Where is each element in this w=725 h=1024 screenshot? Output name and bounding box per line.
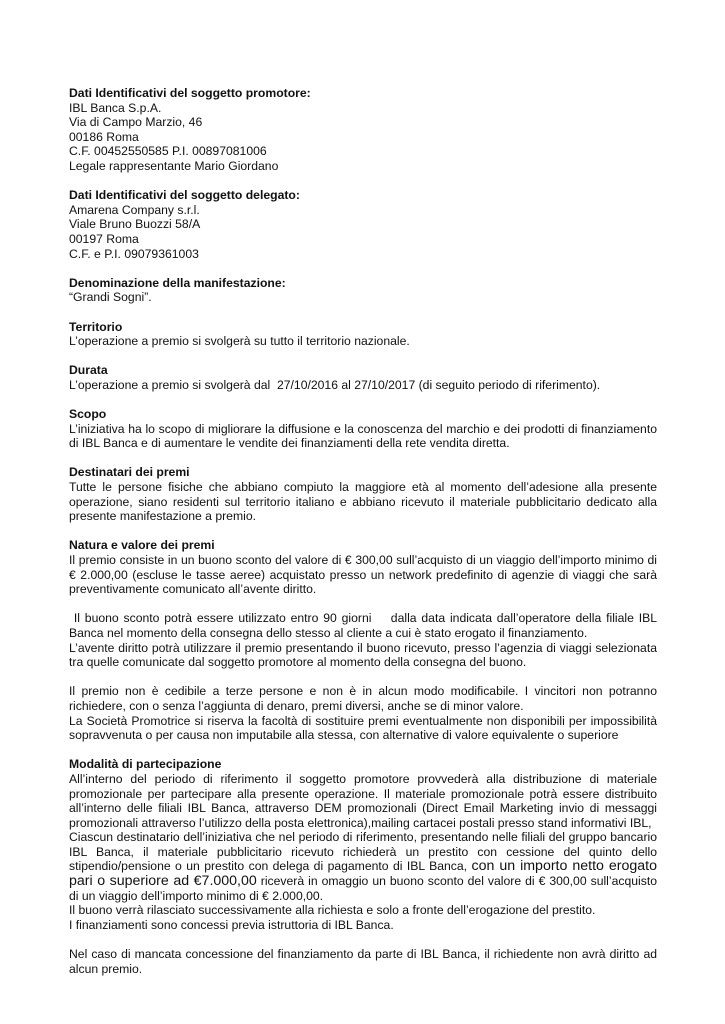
durata-text: L’operazione a premio si svolgerà dal 27/10/2016 al 27/10/2017 (di seguito periodo di riferimento). <box>69 377 601 392</box>
modalita-paragraph-3: Il buono verrà rilasciato successivamente alla richiesta e solo a fronte dell’erogazione del prestito. <box>69 903 596 918</box>
modalita-amount-highlight: con un importo netto erogato pari o superiore ad €7.000,00 <box>69 858 657 890</box>
delegato-line: C.F. e P.I. 09079361003 <box>69 246 199 261</box>
scopo-title: Scopo <box>69 407 107 422</box>
modalita-paragraph-2-start: Ciascun destinatario dell’iniziativa che nel periodo di riferimento, presentando nelle filiali del gruppo bancario IBL Banca, il materiale pubblicitario ricevuto richiederà un prestito con cessione del quinto dello stipendio/pensione o un prestito con delega di pagamento di IBL Banca, <box>69 830 657 874</box>
natura-paragraph-4: Il premio non è cedibile a terze persone e non è in alcun modo modificabile. I vincitori non potranno richiedere, con o senza l’aggiunta di denaro, premi diversi, anche se di minor valore. <box>69 684 657 713</box>
modalita-paragraph-2 <box>69 830 657 903</box>
denominazione-title: Denominazione della manifestazione: <box>69 275 286 290</box>
modalita-paragraph-4: I finanziamenti sono concessi previa istruttoria di IBL Banca. <box>69 917 394 932</box>
modalita-paragraph-5: Nel caso di mancata concessione del finanziamento da parte di IBL Banca, il richiedente non avrà diritto ad alcun premio. <box>69 947 657 976</box>
modalita-paragraph-2-end: riceverà in omaggio un buono sconto del valore di € 300,00 sull’acquisto di un viaggio dell’importo minimo di € 2.000,00. <box>69 874 657 903</box>
promotore-line: IBL Banca S.p.A. <box>69 100 162 115</box>
promotore-line: Legale rappresentante Mario Giordano <box>69 158 279 173</box>
modalita-paragraph-1: All’interno del periodo di riferimento il soggetto promotore provvederà alla distribuzione di materiale promozionale per partecipare alla presente operazione. Il materiale promozionale potrà essere distribuito all’interno delle filiali IBL Banca, attraverso DEM promozionali (Direct Email Marketing invio di messaggi promozionali attraverso l’utilizzo della posta elettronica),mailing cartacei postali presso stand informativi IBL, <box>69 771 657 830</box>
delegato-line: Amarena Company s.r.l. <box>69 202 200 217</box>
natura-paragraph-2: Il buono sconto potrà essere utilizzato entro 90 giorni dalla data indicata dall’operatore della filiale IBL Banca nel momento della consegna dello stesso al cliente a cui è stato erogato il finanziamento. <box>69 611 661 640</box>
section-destinatari <box>69 465 657 523</box>
denominazione-text: “Grandi Sogni”. <box>69 290 152 305</box>
delegato-line: Viale Bruno Buozzi 58/A <box>69 217 201 232</box>
document-page <box>69 86 661 991</box>
natura-paragraph-1: Il premio consiste in un buono sconto del valore di € 300,00 sull’acquisto di un viaggio dell’importo minimo di € 2.000,00 (escluse le tasse aeree) acquistato presso un network predefinito di agenzie di viaggi che sarà preventivamente comunicato all’avente diritto. <box>69 553 657 597</box>
section-durata <box>69 363 657 392</box>
destinatari-text: Tutte le persone fisiche che abbiano compiuto la maggiore età al momento dell’adesione alla presente operazione, siano residenti sul territorio italiano e abbiano ricevuto il materiale pubblicitario dedicato alla presente manifestazione a premio. <box>69 480 657 524</box>
section-delegato <box>69 188 657 261</box>
scopo-text: L’iniziativa ha lo scopo di migliorare la diffusione e la conoscenza del marchio e dei prodotti di finanziamento di IBL Banca e di aumentare le vendite dei finanziamenti della rete vendita diretta. <box>69 421 657 451</box>
delegato-line: 00197 Roma <box>69 231 139 246</box>
natura-paragraph-5: La Società Promotrice si riserva la facoltà di sostituire premi eventualmente non disponibili per impossibilità sopravvenuta o per causa non imputabile alla stessa, con alternative di valore equivalente o superiore <box>69 713 657 743</box>
section-promotore <box>69 86 657 174</box>
territorio-title: Territorio <box>69 319 123 334</box>
promotore-title: Dati Identificativi del soggetto promotore: <box>69 86 311 100</box>
durata-title: Durata <box>69 363 108 378</box>
section-natura <box>69 538 661 743</box>
modalita-title: Modalità di partecipazione <box>69 757 222 772</box>
natura-paragraph-3: L’avente diritto potrà utilizzare il premio presentando il buono ricevuto, presso l’agenzia di viaggi selezionata tra quelle comunicate dal soggetto promotore al momento della consegna del buono. <box>69 640 657 670</box>
promotore-line: 00186 Roma <box>69 129 139 144</box>
delegato-title: Dati Identificativi del soggetto delegato: <box>69 188 300 203</box>
promotore-line: C.F. 00452550585 P.I. 00897081006 <box>69 144 267 159</box>
section-denominazione <box>69 276 657 305</box>
section-territorio <box>69 320 657 349</box>
destinatari-title: Destinatari dei premi <box>69 465 190 480</box>
section-scopo <box>69 407 657 451</box>
section-modalita <box>69 757 657 976</box>
natura-title: Natura e valore dei premi <box>69 538 215 553</box>
promotore-line: Via di Campo Marzio, 46 <box>69 115 203 130</box>
territorio-text: L’operazione a premio si svolgerà su tutto il territorio nazionale. <box>69 334 410 349</box>
